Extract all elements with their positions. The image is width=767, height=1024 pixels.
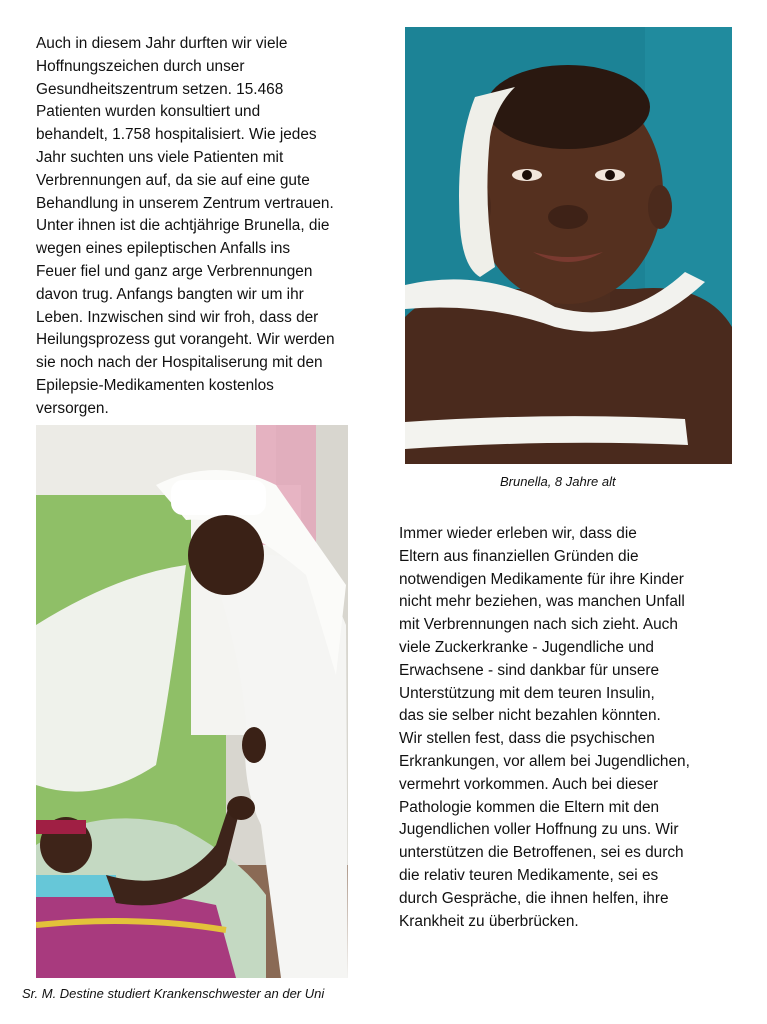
nurse-with-patient-photo	[36, 425, 348, 978]
text-line: Erwachsene - sind dankbar für unsere	[399, 661, 660, 679]
text-line: das sie selber nicht bezahlen könnten.	[399, 707, 661, 725]
text-line: Auch in diesem Jahr durften wir viele	[36, 35, 288, 52]
text-line: davon trug. Anfangs bangten wir um ihr	[36, 285, 304, 303]
text-line: notwendigen Medikamente für ihre Kinder	[399, 570, 684, 588]
text-line: Erkrankungen, vor allem bei Jugendlichen,	[399, 752, 690, 770]
text-line: mit Verbrennungen nach sich zieht. Auch	[399, 616, 678, 634]
text-line: Krankheit zu überbrücken.	[399, 912, 579, 930]
text-line: nicht mehr beziehen, was manchen Unfall	[399, 593, 685, 611]
body-paragraph	[399, 523, 739, 933]
text-line: vermehrt vorkommen. Auch bei dieser	[399, 775, 659, 793]
text-line: behandelt, 1.758 hospitalisiert. Wie jedes	[36, 126, 317, 144]
text-line: Behandlung in unserem Zentrum vertrauen.	[36, 194, 334, 212]
text-line: Verbrennungen auf, da sie auf eine gute	[36, 171, 310, 189]
intro-paragraph	[36, 33, 391, 421]
text-line: Jahr suchten uns viele Patienten mit	[36, 148, 284, 166]
girl-photo-caption: Brunella, 8 Jahre alt	[500, 474, 616, 489]
text-line: Unterstützung mit dem teuren Insulin,	[399, 684, 655, 702]
text-line: Jugendlichen voller Hoffnung zu uns. Wir	[399, 821, 679, 839]
text-line: Unter ihnen ist die achtjährige Brunella, die	[36, 217, 330, 235]
text-line: versorgen.	[36, 399, 109, 417]
text-line: Feuer fiel und ganz arge Verbrennungen	[36, 262, 313, 280]
girl-portrait-photo	[405, 27, 732, 464]
text-line: Gesundheitszentrum setzen. 15.468	[36, 80, 284, 98]
text-line: sie noch nach der Hospitaliserung mit den	[36, 354, 323, 372]
text-line: Epilepsie-Medikamenten kostenlos	[36, 376, 274, 394]
text-line: unterstützen die Betroffenen, sei es durch	[399, 844, 684, 862]
text-line: durch Gespräche, die ihnen helfen, ihre	[399, 889, 669, 907]
text-line: Leben. Inzwischen sind wir froh, dass der	[36, 308, 319, 326]
text-line: die relativ teuren Medikamente, sei es	[399, 866, 659, 884]
nurse-photo-caption: Sr. M. Destine studiert Krankenschwester an der Uni	[22, 986, 325, 1001]
text-line: Eltern aus finanziellen Gründen die	[399, 547, 639, 565]
text-line: viele Zuckerkranke - Jugendliche und	[399, 638, 654, 656]
text-line: wegen eines epileptischen Anfalls ins	[36, 240, 291, 258]
text-line: Hoffnungszeichen durch unser	[36, 57, 245, 75]
text-line: Heilungsprozess gut vorangeht. Wir werden	[36, 331, 335, 349]
text-line: Wir stellen fest, dass die psychischen	[399, 730, 655, 748]
text-line: Patienten wurden konsultiert und	[36, 103, 261, 121]
text-line: Pathologie kommen die Eltern mit den	[399, 798, 660, 816]
text-line: Immer wieder erleben wir, dass die	[399, 525, 637, 542]
